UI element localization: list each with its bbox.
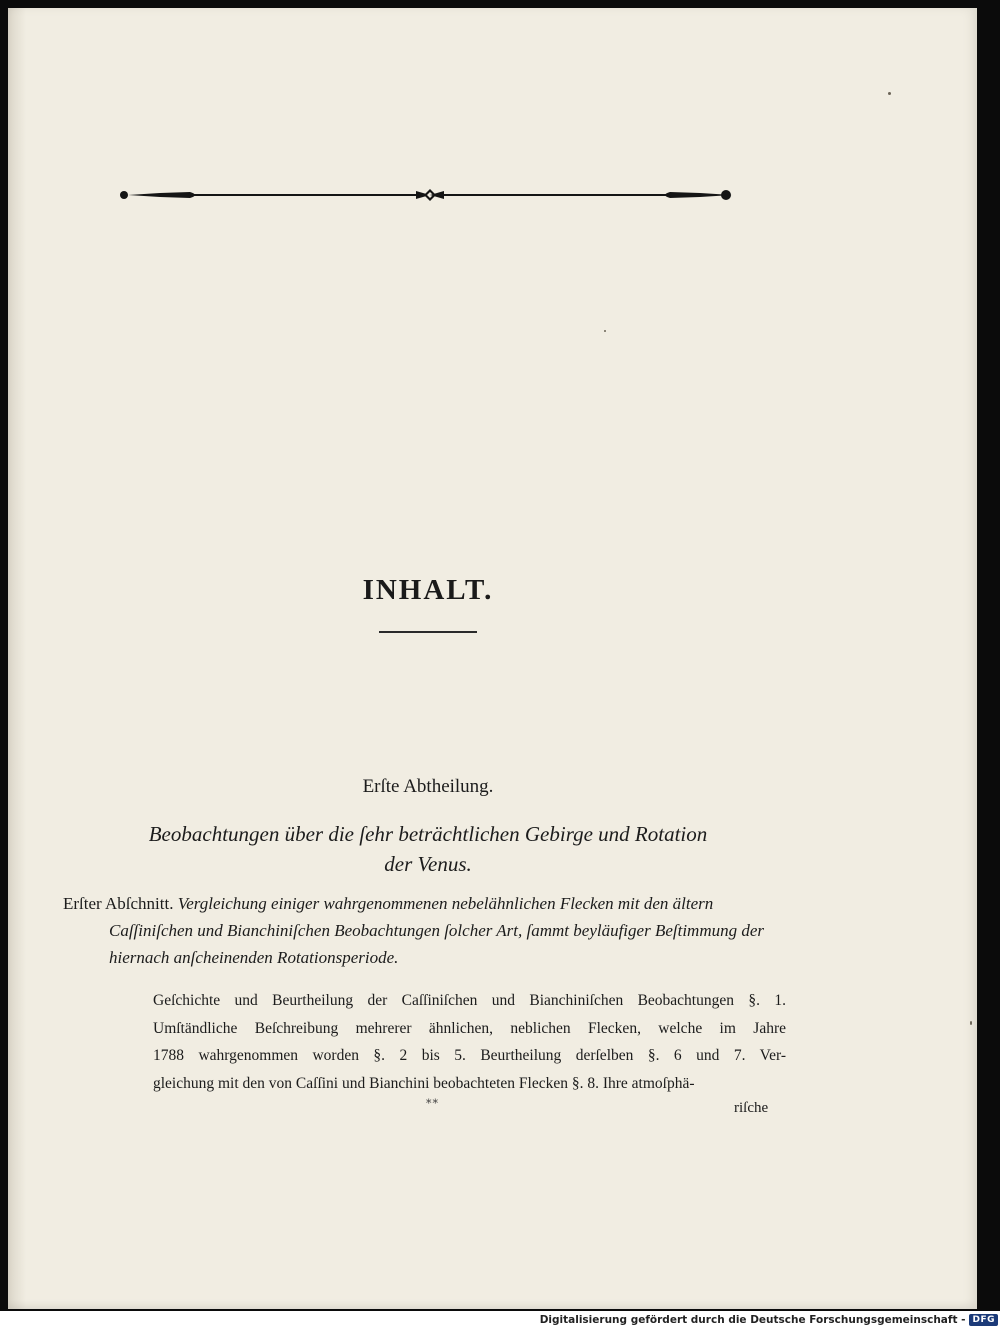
paper-speck	[970, 1021, 972, 1025]
catchword: riſche	[734, 1100, 769, 1116]
decorative-rule-ornament	[120, 183, 740, 207]
summary-line: Umſtändliche Beſchreibung mehrerer ähnlichen, neblichen Flecken, welche im Jahre	[153, 1019, 786, 1037]
title-underline	[379, 631, 477, 633]
paper-speck	[604, 330, 606, 332]
part-subtitle	[98, 819, 758, 879]
part-heading: Erſte Abtheilung.	[362, 776, 494, 797]
page-title: INHALT.	[362, 574, 494, 606]
summary-line: Geſchichte und Beurtheilung der Caſſiniſchen und Bianchiniſchen Beobachtungen §. 1.	[153, 992, 786, 1009]
dfg-logo: DFG	[969, 1314, 998, 1326]
part-subtitle-line: Beobachtungen über die ſehr beträchtlichen Gebirge und Rotation	[148, 822, 708, 846]
section-summary	[153, 987, 786, 1097]
funding-notice: Digitalisierung gefördert durch die Deutsche Forschungsgemeinschaft -	[539, 1314, 966, 1326]
section-entry	[63, 890, 791, 971]
book-page	[8, 8, 977, 1309]
section-title: Vergleichung einiger wahrgenommenen nebelähnlichen Flecken mit den ältern Caſſiniſchen und Bianchiniſchen Beobachtungen ſolcher Art, ſammt beyläufiger Beſtimmung der hiernach anſcheinenden Rotationsperiode.	[109, 894, 765, 967]
digitization-footer	[540, 1312, 998, 1328]
gutter-shadow	[8, 8, 26, 1309]
signature-mark: **	[426, 1097, 439, 1110]
summary-line: gleichung mit den von Caſſini und Bianchini beobachteten Flecken §. 8. Ihre atmoſphä-	[153, 1074, 695, 1092]
paper-speck	[888, 92, 891, 95]
summary-line: 1788 wahrgenommen worden §. 2 bis 5. Beurtheilung derſelben §. 6 und 7. Ver-	[153, 1047, 786, 1064]
section-label: Erſter Abſchnitt.	[63, 894, 174, 913]
part-subtitle-line: der Venus.	[384, 852, 472, 876]
